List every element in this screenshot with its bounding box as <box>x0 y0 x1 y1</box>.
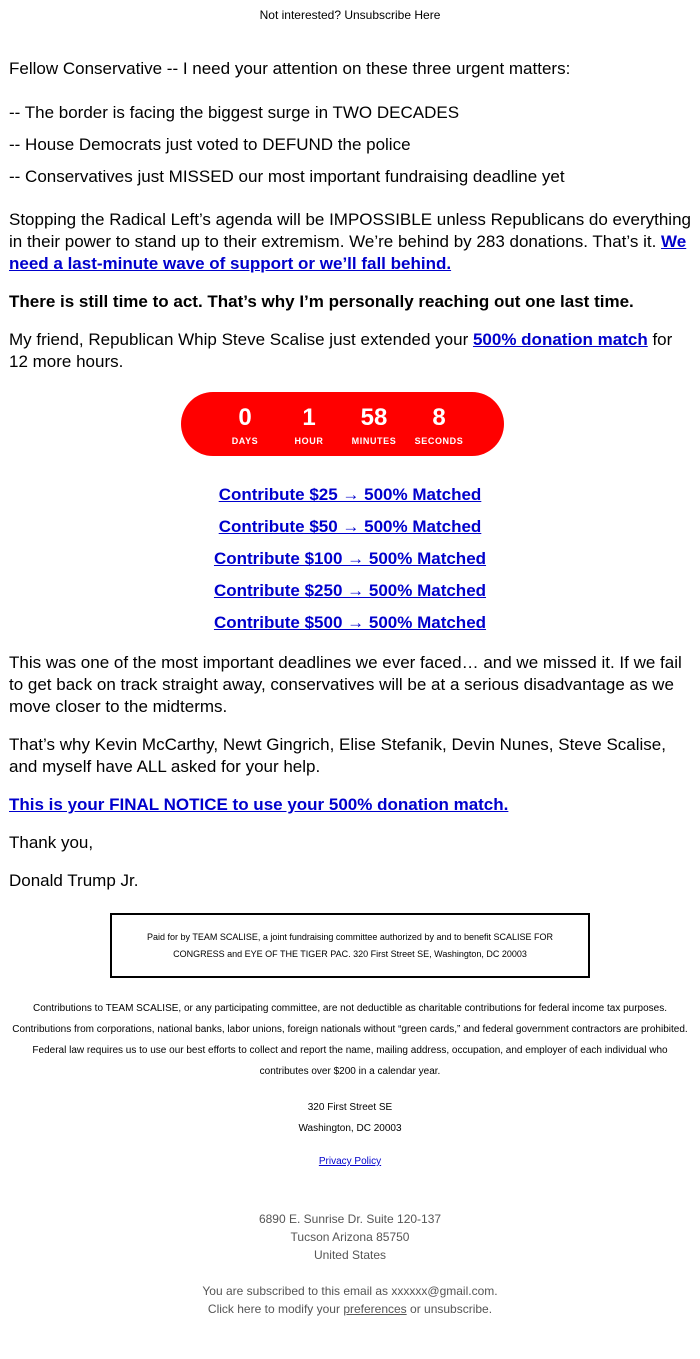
donation-match-link[interactable]: 500% donation match <box>472 330 648 349</box>
contribution-links <box>0 484 700 644</box>
paid-for-disclaimer <box>110 913 590 978</box>
privacy-policy-wrapper <box>0 1156 700 1167</box>
countdown-timer-wrapper <box>0 392 700 456</box>
timer-days-label: DAYS <box>231 436 259 446</box>
legal-notice: Contributions to TEAM SCALISE, or any participating committee, are not deductible as charitable contributions for federal income tax purposes. Contributions from corporations, national banks, labor unions, foreign nationals without “green cards,” and federal government contractors are prohibited. Federal law requires us to use our best efforts to collect and report the name, mailing address, occupation, and employer of each individual who contributes over $200 in a calendar year. <box>12 1003 688 1077</box>
paragraph-match-text-after: for 12 more hours. <box>9 330 673 371</box>
paragraph-match <box>9 329 691 373</box>
paid-for-text: Paid for by TEAM SCALISE, a joint fundraising committee authorized by and to benefit SCALISE FOR CONGRESS and EYE OF THE TIGER PAC. 320 First Street SE, Washington, DC 20003 <box>146 932 554 959</box>
unsubscribe-text[interactable]: or unsubscribe. <box>406 1302 493 1316</box>
subscription-line-2 <box>0 1300 700 1318</box>
timer-seconds <box>409 404 469 447</box>
bullet-police: -- House Democrats just voted to DEFUND the police <box>9 135 411 154</box>
bullet-deadline: -- Conservatives just MISSED our most important fundraising deadline yet <box>9 167 565 186</box>
footer-address <box>0 1210 700 1264</box>
address-line-1: 320 First Street SE <box>307 1102 393 1113</box>
address-line-2: Washington, DC 20003 <box>298 1123 402 1134</box>
committee-address <box>0 1097 700 1139</box>
timer-days <box>215 404 275 447</box>
paragraph-match-text: My friend, Republican Whip Steve Scalise just extended your <box>9 330 473 349</box>
footer-address-line-3: United States <box>313 1248 387 1262</box>
bullet-border: -- The border is facing the biggest surge in TWO DECADES <box>9 103 460 122</box>
paragraph-agenda <box>9 209 691 275</box>
contribute-100-link[interactable]: Contribute $100 → 500% Matched <box>213 549 487 568</box>
email-content <box>0 58 700 373</box>
timer-hours <box>279 404 339 447</box>
paragraph-missed-deadline: This was one of the most important deadlines we ever faced… and we missed it. If we fail to get back on track straight away, conservatives will be at a serious disadvantage as we move closer to the midterms. <box>9 653 682 716</box>
subscription-line-1: You are subscribed to this email as xxxxxx@gmail.com. <box>202 1284 498 1298</box>
modify-text[interactable]: Click here to modify your <box>207 1302 344 1316</box>
greeting: Fellow Conservative -- I need your attention on these three urgent matters: <box>9 59 571 78</box>
contribute-25-link[interactable]: Contribute $25 → 500% Matched <box>218 485 482 504</box>
unsubscribe-link[interactable]: Not interested? Unsubscribe Here <box>259 8 441 22</box>
timer-days-value: 0 <box>238 404 252 431</box>
timer-seconds-label: SECONDS <box>414 436 464 446</box>
timer-minutes <box>344 404 404 447</box>
signature: Donald Trump Jr. <box>9 871 139 890</box>
contribute-250-link[interactable]: Contribute $250 → 500% Matched <box>213 581 487 600</box>
countdown-timer <box>181 392 504 456</box>
footer-address-line-2: Tucson Arizona 85750 <box>290 1230 410 1244</box>
preferences-link[interactable]: preferences <box>343 1302 407 1316</box>
timer-hours-value: 1 <box>302 404 316 431</box>
footer-address-line-1: 6890 E. Sunrise Dr. Suite 120-137 <box>258 1212 442 1226</box>
timer-minutes-label: MINUTES <box>351 436 397 446</box>
final-notice-link[interactable]: This is your FINAL NOTICE to use your 500% donation match. <box>9 795 509 814</box>
timer-seconds-value: 8 <box>432 404 446 431</box>
privacy-policy-link[interactable]: Privacy Policy <box>318 1156 382 1167</box>
paragraph-agenda-text: Stopping the Radical Left’s agenda will be IMPOSSIBLE unless Republicans do everything in their power to stand up to their extremism. We’re behind by 283 donations. That’s it. <box>9 210 691 251</box>
email-content-lower <box>0 652 700 892</box>
signoff: Thank you, <box>9 833 94 852</box>
support-link[interactable]: We need a last-minute wave of support or we’ll fall behind. <box>9 232 687 273</box>
paragraph-leaders: That’s why Kevin McCarthy, Newt Gingrich, Elise Stefanik, Devin Nunes, Steve Scalise, and myself have ALL asked for your help. <box>9 735 666 776</box>
contribute-500-link[interactable]: Contribute $500 → 500% Matched <box>213 613 487 632</box>
timer-minutes-value: 58 <box>360 404 388 431</box>
paragraph-time-to-act: There is still time to act. That’s why I’m personally reaching out one last time. <box>9 292 634 311</box>
contribute-50-link[interactable]: Contribute $50 → 500% Matched <box>218 517 482 536</box>
subscription-info <box>0 1282 700 1318</box>
timer-hours-label: HOUR <box>294 436 324 446</box>
